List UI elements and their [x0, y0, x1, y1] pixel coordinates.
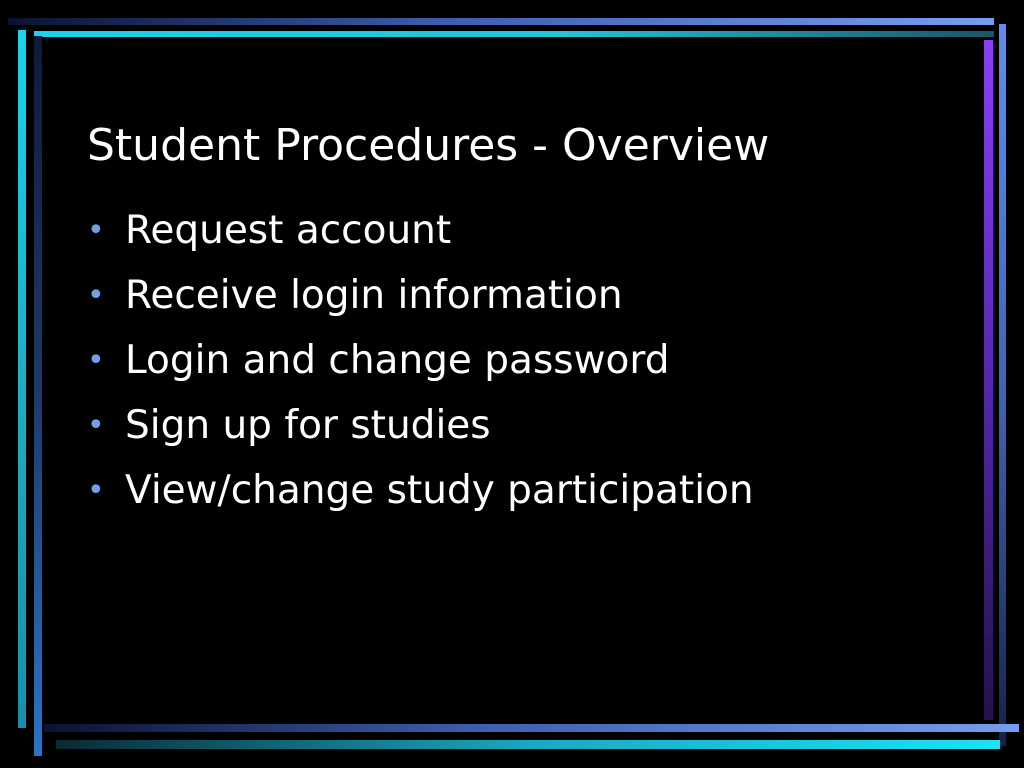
bullet-icon: •	[87, 343, 105, 378]
bullet-text: Sign up for studies	[125, 403, 491, 448]
right-inner-border-bar	[984, 40, 993, 720]
bullet-text: Login and change password	[125, 338, 670, 383]
bullet-icon: •	[87, 408, 105, 443]
top-inner-border-bar	[34, 31, 994, 37]
right-outer-border-bar	[999, 24, 1006, 746]
bullet-text: Request account	[125, 208, 452, 253]
slide-title: Student Procedures - Overview	[87, 120, 770, 171]
bullet-text: Receive login information	[125, 273, 623, 318]
top-outer-border-bar	[8, 18, 994, 25]
bullet-icon: •	[87, 213, 105, 248]
bullet-icon: •	[87, 278, 105, 313]
bottom-inner-border-bar	[56, 740, 1000, 749]
bullet-text: View/change study participation	[125, 468, 754, 513]
left-outer-border-bar	[18, 30, 26, 728]
bottom-outer-border-bar	[44, 724, 1019, 732]
bullet-icon: •	[87, 473, 105, 508]
left-inner-border-bar	[34, 36, 42, 756]
